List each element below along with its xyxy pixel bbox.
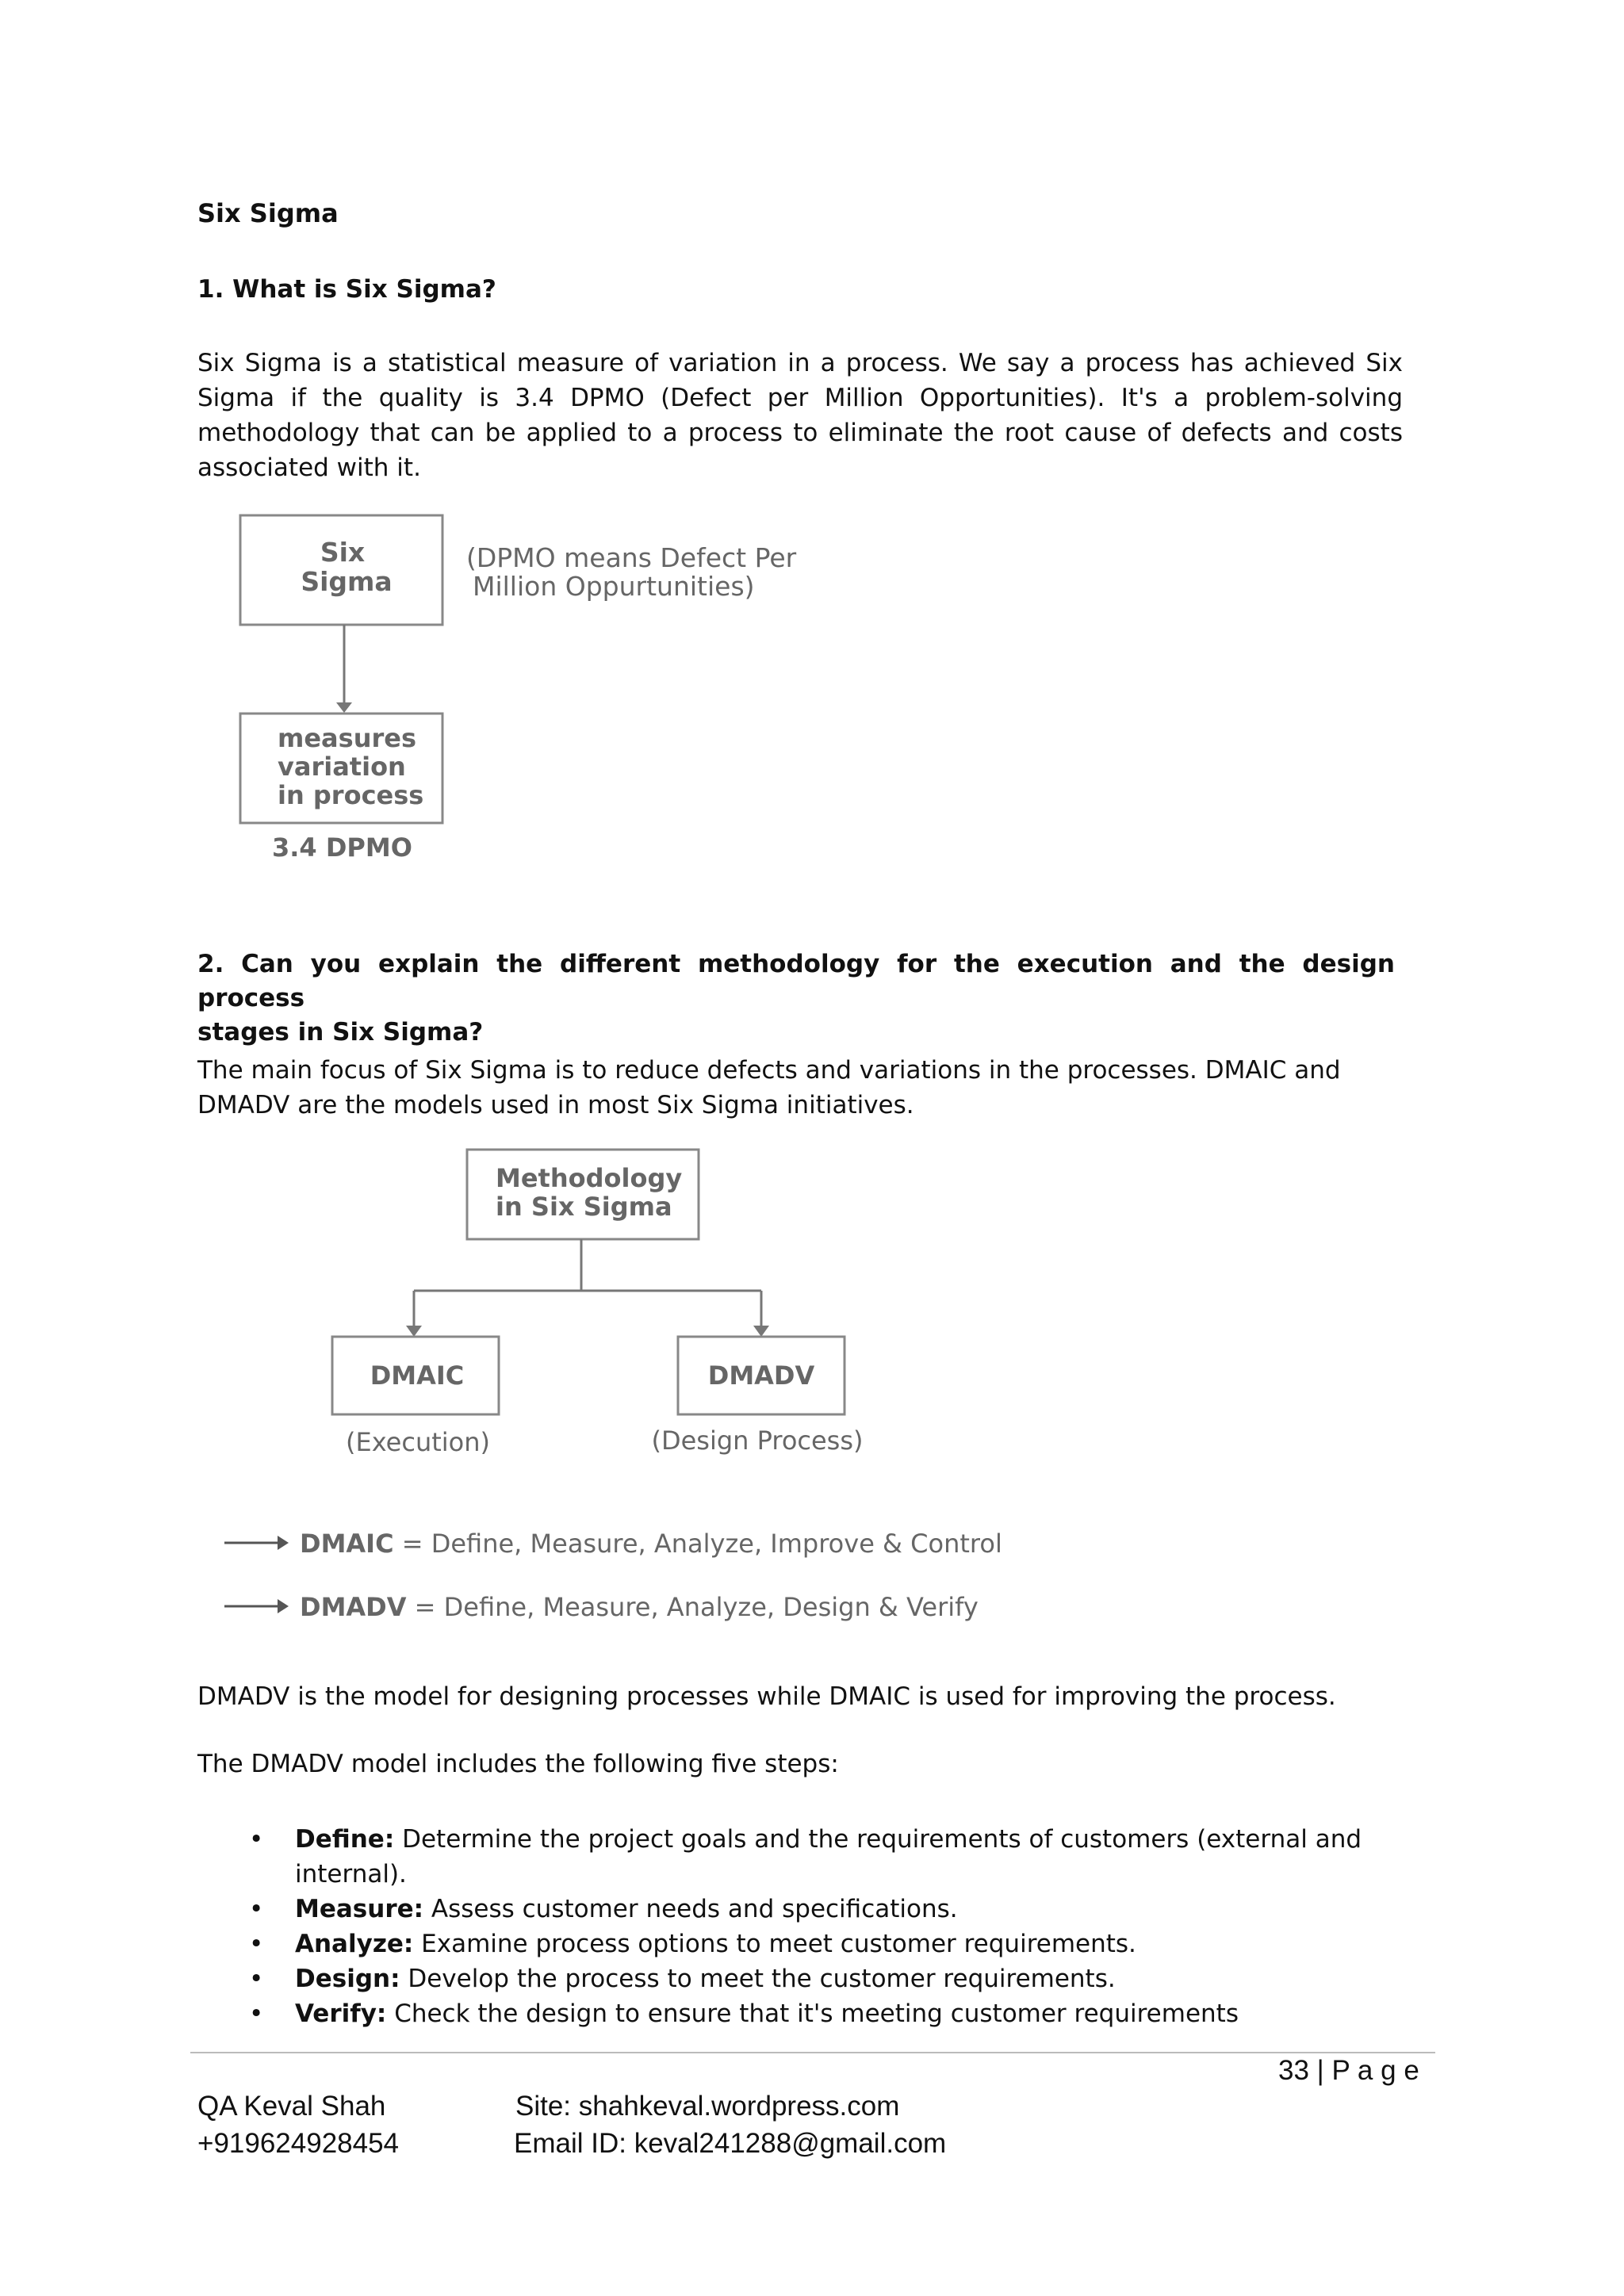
dmaic-box-label: DMAIC: [370, 1360, 465, 1391]
question-1-heading: 1. What is Six Sigma?: [197, 275, 496, 304]
dpmo-caption: 3.4 DPMO: [272, 832, 412, 863]
question-2-heading: [197, 947, 1395, 1050]
step-text-continued: internal).: [295, 1860, 407, 1888]
six-sigma-diagram: [240, 515, 797, 863]
page-number-value: 33: [1278, 2055, 1309, 2086]
list-item: [238, 1996, 1404, 2031]
dmadv-legend-definition: = Define, Measure, Analyze, Design & Verify: [406, 1592, 979, 1622]
step-text: Determine the project goals and the requirements of customers (external and: [402, 1825, 1362, 1854]
arrow-down-icon: [406, 1326, 422, 1337]
dpmo-note-line1: (DPMO means Defect Per: [466, 542, 797, 573]
answer-line: Sigma if the quality is 3.4 DPMO (Defect per Million Opportunities). It's a problem-solving: [197, 384, 1403, 412]
methodology-diagram: [224, 1150, 1002, 1622]
answer-line: methodology that can be applied to a process to eliminate the root cause of defects and costs: [197, 419, 1403, 447]
methodology-box-line1: Methodology: [496, 1163, 683, 1193]
list-item: [238, 1961, 1404, 1996]
list-item: [238, 1927, 1404, 1961]
question-2-heading-line2: stages in Six Sigma?: [197, 1018, 484, 1047]
step-text: Check the design to ensure that it's meeting customer requirements: [394, 1999, 1239, 2028]
bullet-icon: •: [249, 1965, 264, 1993]
methodology-box-line2: in Six Sigma: [496, 1192, 672, 1222]
list-item: [238, 1892, 1404, 1927]
arrow-right-icon: [278, 1536, 289, 1550]
list-item: [238, 1822, 1404, 1892]
footer-email: Email ID: keval241288@gmail.com: [514, 2128, 947, 2159]
question-2-heading-line1: 2. Can you explain the different methodology for the execution and the design process: [197, 950, 1395, 1012]
dmaic-legend-term: DMAIC: [300, 1529, 394, 1559]
dmaic-legend: [300, 1529, 1002, 1559]
step-term: Design:: [295, 1965, 400, 1993]
step-term: Define:: [295, 1825, 395, 1854]
answer-line: Six Sigma is a statistical measure of variation in a process. We say a process has achieved Six: [197, 349, 1403, 377]
measures-box-line1: measures: [278, 723, 416, 753]
step-term: Analyze:: [295, 1930, 414, 1958]
bullet-icon: •: [249, 1825, 264, 1854]
dmaic-caption: (Execution): [346, 1427, 490, 1457]
step-term: Measure:: [295, 1895, 424, 1923]
bullet-icon: •: [249, 1930, 264, 1958]
step-text: Develop the process to meet the customer requirements.: [408, 1965, 1116, 1993]
bullet-icon: •: [249, 1895, 264, 1923]
answer-line: The main focus of Six Sigma is to reduce defects and variations in the processes. DMAIC and: [197, 1056, 1341, 1085]
footer-phone: +919624928454: [197, 2128, 400, 2159]
page-number-label: P a g e: [1331, 2055, 1419, 2086]
dmadv-steps-list: [238, 1822, 1404, 2031]
answer-line: associated with it.: [197, 453, 421, 482]
dpmo-note-line2: Million Oppurtunities): [473, 571, 755, 602]
six-sigma-box-line1: Six: [320, 537, 366, 568]
measures-box-line3: in process: [278, 780, 424, 810]
question-2-answer: [197, 1053, 1403, 1123]
answer-line: DMADV are the models used in most Six Sigma initiatives.: [197, 1091, 914, 1119]
step-text: Assess customer needs and specifications.: [431, 1895, 958, 1923]
steps-intro: The DMADV model includes the following five steps:: [197, 1750, 839, 1778]
dmadv-legend-term: DMADV: [300, 1592, 407, 1622]
measures-box-line2: variation: [278, 752, 406, 782]
page-number-separator: |: [1316, 2055, 1324, 2086]
step-term: Verify:: [295, 1999, 387, 2028]
page-number: [1278, 2055, 1419, 2087]
bullet-icon: •: [249, 1999, 264, 2028]
dmaic-legend-definition: = Define, Measure, Analyze, Improve & Control: [393, 1529, 1002, 1559]
dmadv-box-label: DMADV: [707, 1360, 815, 1391]
footer-divider: [190, 2052, 1435, 2053]
dmadv-legend: [300, 1592, 979, 1622]
arrow-down-icon: [336, 702, 352, 713]
dmadv-vs-dmaic-text: DMADV is the model for designing processes while DMAIC is used for improving the process.: [197, 1682, 1336, 1711]
section-title: Six Sigma: [197, 198, 339, 228]
arrow-right-icon: [278, 1599, 289, 1613]
step-text: Examine process options to meet customer requirements.: [421, 1930, 1136, 1958]
arrow-down-icon: [753, 1326, 769, 1337]
footer-site: Site: shahkeval.wordpress.com: [515, 2091, 900, 2122]
six-sigma-box-line2: Sigma: [301, 566, 393, 597]
footer-author: QA Keval Shah: [197, 2091, 386, 2122]
dmadv-caption: (Design Process): [651, 1425, 864, 1456]
